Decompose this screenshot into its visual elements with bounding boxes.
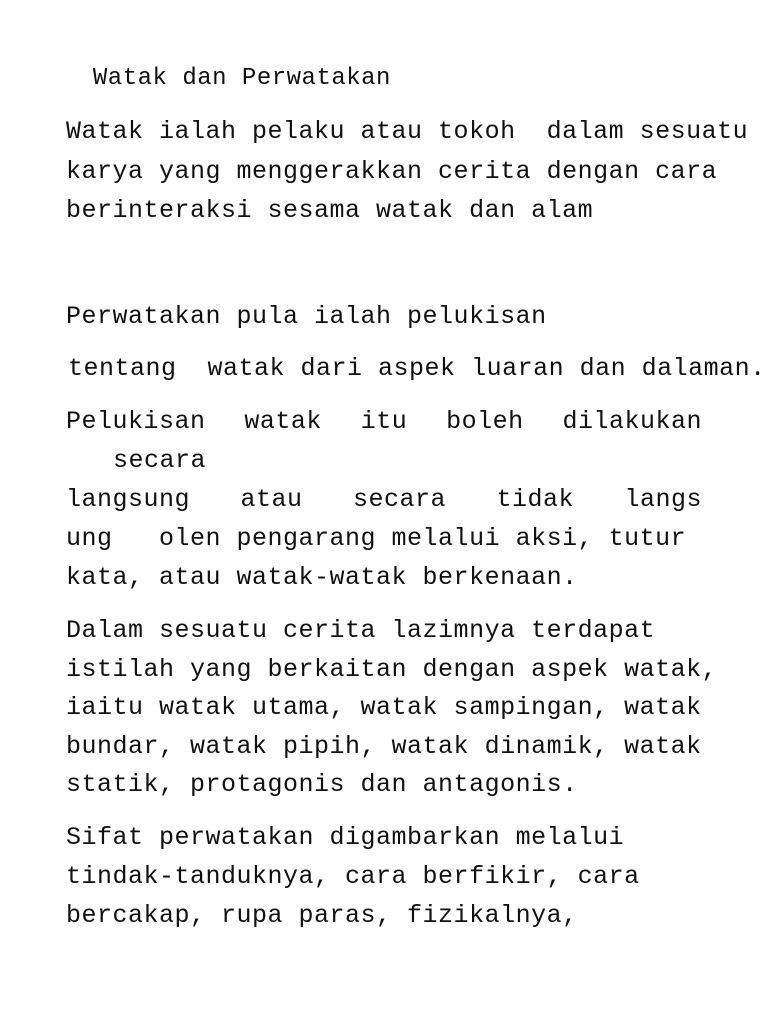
paragraph-3-line-1	[66, 407, 702, 437]
word: langs	[624, 485, 702, 514]
word: watak	[244, 407, 322, 436]
paragraph-3-line-5: kata, atau watak-watak berkenaan.	[66, 563, 578, 592]
paragraph-4-line-3: iaitu watak utama, watak sampingan, watak	[66, 693, 702, 722]
word: langsung	[66, 485, 191, 514]
word: Pelukisan	[66, 407, 206, 436]
paragraph-1-line-3: berinteraksi sesama watak dan alam	[66, 196, 594, 225]
word: tidak	[496, 485, 574, 514]
paragraph-3-line-3	[66, 485, 702, 515]
paragraph-1-line-2: karya yang menggerakkan cerita dengan cara	[66, 157, 718, 186]
paragraph-3-line-2: secara	[113, 446, 207, 475]
paragraph-2-line-2: tentang watak dari aspek luaran dan dalaman.	[68, 354, 766, 383]
paragraph-4-line-5: statik, protagonis dan antagonis.	[66, 770, 578, 799]
word: boleh	[446, 407, 524, 436]
paragraph-5-line-2: tindak-tanduknya, cara berfikir, cara	[66, 862, 640, 891]
paragraph-5-line-1: Sifat perwatakan digambarkan melalui	[66, 823, 625, 852]
paragraph-4-line-1: Dalam sesuatu cerita lazimnya terdapat	[66, 616, 656, 645]
word: itu	[360, 407, 408, 436]
paragraph-5-line-3: bercakap, rupa paras, fizikalnya,	[66, 901, 578, 930]
paragraph-4-line-4: bundar, watak pipih, watak dinamik, watak	[66, 732, 702, 761]
word: secara	[352, 485, 446, 514]
paragraph-3-line-4: ung olen pengarang melalui aksi, tutur	[66, 524, 687, 553]
paragraph-2-line-1: Perwatakan pula ialah pelukisan	[66, 302, 547, 331]
document-title: Watak dan Perwatakan	[78, 65, 391, 92]
word: atau	[240, 485, 303, 514]
paragraph-4-line-2: istilah yang berkaitan dengan aspek watak,	[66, 655, 718, 684]
word: dilakukan	[562, 407, 702, 436]
paragraph-1-line-1: Watak ialah pelaku atau tokoh dalam sesuatu	[66, 117, 749, 146]
